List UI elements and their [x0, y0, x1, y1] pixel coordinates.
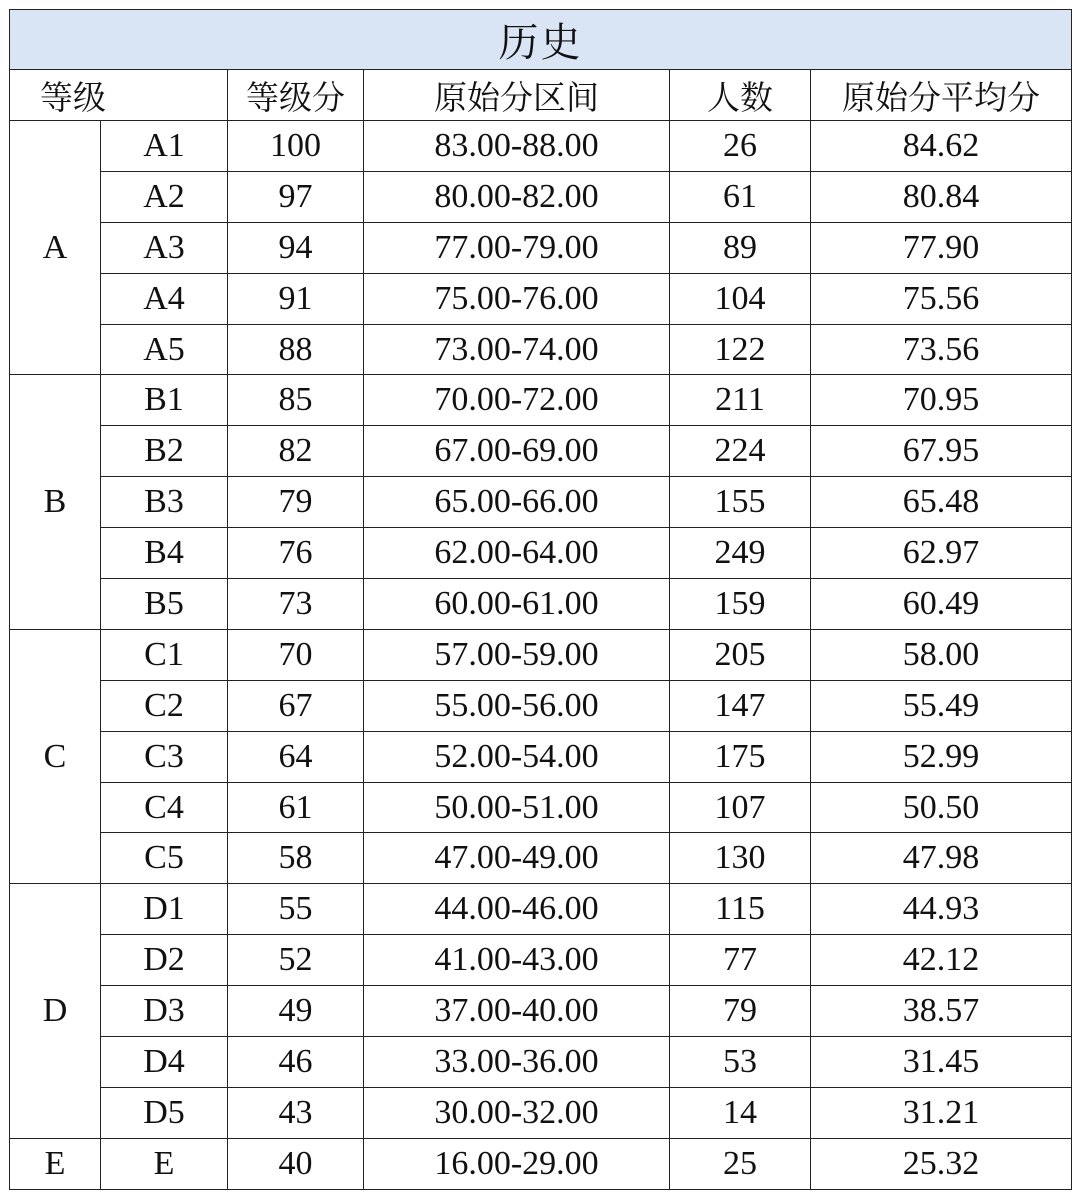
raw-avg-cell: 73.56: [811, 324, 1072, 375]
raw-avg-cell: 67.95: [811, 426, 1072, 477]
level-score-cell: 88: [228, 324, 364, 375]
level-score-cell: 43: [228, 1087, 364, 1138]
table-row: [10, 222, 1072, 273]
sub-grade-cell: B2: [101, 426, 228, 477]
raw-avg-cell: 31.21: [811, 1087, 1072, 1138]
sub-grade-cell: D5: [101, 1087, 228, 1138]
sub-grade-cell: D1: [101, 884, 228, 935]
level-score-cell: 73: [228, 579, 364, 630]
level-score-cell: 94: [228, 222, 364, 273]
raw-avg-cell: 44.93: [811, 884, 1072, 935]
count-cell: 25: [670, 1138, 811, 1189]
count-cell: 147: [670, 680, 811, 731]
count-cell: 115: [670, 884, 811, 935]
table-title: 历史: [10, 10, 1072, 70]
sub-grade-cell: B4: [101, 528, 228, 579]
table-row: [10, 935, 1072, 986]
raw-avg-cell: 62.97: [811, 528, 1072, 579]
raw-range-cell: 65.00-66.00: [364, 477, 670, 528]
level-score-cell: 85: [228, 375, 364, 426]
count-cell: 211: [670, 375, 811, 426]
raw-avg-cell: 75.56: [811, 273, 1072, 324]
raw-range-cell: 67.00-69.00: [364, 426, 670, 477]
level-score-cell: 52: [228, 935, 364, 986]
raw-range-cell: 57.00-59.00: [364, 629, 670, 680]
raw-range-cell: 50.00-51.00: [364, 782, 670, 833]
count-cell: 104: [670, 273, 811, 324]
sub-grade-cell: C2: [101, 680, 228, 731]
sub-grade-cell: B5: [101, 579, 228, 630]
grade-table: [9, 9, 1072, 1190]
raw-range-cell: 60.00-61.00: [364, 579, 670, 630]
level-score-cell: 58: [228, 833, 364, 884]
sub-grade-cell: D2: [101, 935, 228, 986]
table-row: [10, 426, 1072, 477]
table-row: [10, 1037, 1072, 1088]
table-row: [10, 121, 1072, 172]
table-row: [10, 986, 1072, 1037]
sub-grade-cell: A1: [101, 121, 228, 172]
table-row: [10, 833, 1072, 884]
sub-grade-cell: A5: [101, 324, 228, 375]
raw-range-cell: 47.00-49.00: [364, 833, 670, 884]
count-cell: 205: [670, 629, 811, 680]
raw-avg-cell: 60.49: [811, 579, 1072, 630]
table-row: [10, 782, 1072, 833]
raw-avg-cell: 47.98: [811, 833, 1072, 884]
raw-range-cell: 70.00-72.00: [364, 375, 670, 426]
raw-range-cell: 30.00-32.00: [364, 1087, 670, 1138]
count-cell: 249: [670, 528, 811, 579]
header-raw-range: 原始分区间: [364, 70, 670, 121]
sub-grade-cell: B1: [101, 375, 228, 426]
raw-avg-cell: 25.32: [811, 1138, 1072, 1189]
raw-range-cell: 77.00-79.00: [364, 222, 670, 273]
grade-group-label: C: [10, 629, 101, 883]
table-row: [10, 680, 1072, 731]
raw-range-cell: 37.00-40.00: [364, 986, 670, 1037]
level-score-cell: 61: [228, 782, 364, 833]
raw-range-cell: 33.00-36.00: [364, 1037, 670, 1088]
table-row: [10, 528, 1072, 579]
raw-range-cell: 52.00-54.00: [364, 731, 670, 782]
raw-range-cell: 55.00-56.00: [364, 680, 670, 731]
grade-group-label: E: [10, 1138, 101, 1189]
level-score-cell: 46: [228, 1037, 364, 1088]
raw-avg-cell: 55.49: [811, 680, 1072, 731]
raw-avg-cell: 38.57: [811, 986, 1072, 1037]
level-score-cell: 76: [228, 528, 364, 579]
table-row: [10, 579, 1072, 630]
count-cell: 155: [670, 477, 811, 528]
raw-range-cell: 83.00-88.00: [364, 121, 670, 172]
grade-group-label: A: [10, 121, 101, 375]
count-cell: 175: [670, 731, 811, 782]
count-cell: 159: [670, 579, 811, 630]
table-row: [10, 1087, 1072, 1138]
level-score-cell: 67: [228, 680, 364, 731]
table-row: [10, 324, 1072, 375]
count-cell: 77: [670, 935, 811, 986]
level-score-cell: 55: [228, 884, 364, 935]
sub-grade-cell: A4: [101, 273, 228, 324]
count-cell: 224: [670, 426, 811, 477]
table-body: [10, 121, 1072, 1190]
level-score-cell: 100: [228, 121, 364, 172]
raw-range-cell: 73.00-74.00: [364, 324, 670, 375]
count-cell: 122: [670, 324, 811, 375]
level-score-cell: 91: [228, 273, 364, 324]
raw-avg-cell: 31.45: [811, 1037, 1072, 1088]
count-cell: 26: [670, 121, 811, 172]
header-count: 人数: [670, 70, 811, 121]
count-cell: 107: [670, 782, 811, 833]
title-row: [10, 10, 1072, 70]
table-row: [10, 884, 1072, 935]
count-cell: 61: [670, 171, 811, 222]
header-level: 等级: [10, 70, 228, 121]
header-raw-avg: 原始分平均分: [811, 70, 1072, 121]
level-score-cell: 49: [228, 986, 364, 1037]
level-score-cell: 97: [228, 171, 364, 222]
raw-avg-cell: 77.90: [811, 222, 1072, 273]
grade-group-label: D: [10, 884, 101, 1138]
level-score-cell: 79: [228, 477, 364, 528]
sub-grade-cell: D4: [101, 1037, 228, 1088]
raw-avg-cell: 70.95: [811, 375, 1072, 426]
raw-avg-cell: 50.50: [811, 782, 1072, 833]
sub-grade-cell: E: [101, 1138, 228, 1189]
raw-range-cell: 16.00-29.00: [364, 1138, 670, 1189]
raw-avg-cell: 65.48: [811, 477, 1072, 528]
table-row: [10, 1138, 1072, 1189]
sub-grade-cell: C3: [101, 731, 228, 782]
count-cell: 14: [670, 1087, 811, 1138]
sub-grade-cell: C4: [101, 782, 228, 833]
raw-avg-cell: 58.00: [811, 629, 1072, 680]
count-cell: 79: [670, 986, 811, 1037]
sub-grade-cell: B3: [101, 477, 228, 528]
raw-range-cell: 44.00-46.00: [364, 884, 670, 935]
raw-range-cell: 75.00-76.00: [364, 273, 670, 324]
header-row: [10, 70, 1072, 121]
count-cell: 130: [670, 833, 811, 884]
table-row: [10, 629, 1072, 680]
level-score-cell: 82: [228, 426, 364, 477]
raw-range-cell: 41.00-43.00: [364, 935, 670, 986]
raw-range-cell: 80.00-82.00: [364, 171, 670, 222]
sub-grade-cell: C1: [101, 629, 228, 680]
sub-grade-cell: D3: [101, 986, 228, 1037]
raw-avg-cell: 84.62: [811, 121, 1072, 172]
table-row: [10, 171, 1072, 222]
level-score-cell: 40: [228, 1138, 364, 1189]
table-row: [10, 375, 1072, 426]
grade-group-label: B: [10, 375, 101, 629]
header-level-score: 等级分: [228, 70, 364, 121]
level-score-cell: 70: [228, 629, 364, 680]
table-row: [10, 273, 1072, 324]
raw-range-cell: 62.00-64.00: [364, 528, 670, 579]
raw-avg-cell: 42.12: [811, 935, 1072, 986]
table-row: [10, 477, 1072, 528]
sub-grade-cell: C5: [101, 833, 228, 884]
raw-avg-cell: 52.99: [811, 731, 1072, 782]
table-row: [10, 731, 1072, 782]
count-cell: 53: [670, 1037, 811, 1088]
level-score-cell: 64: [228, 731, 364, 782]
sub-grade-cell: A2: [101, 171, 228, 222]
sub-grade-cell: A3: [101, 222, 228, 273]
count-cell: 89: [670, 222, 811, 273]
raw-avg-cell: 80.84: [811, 171, 1072, 222]
